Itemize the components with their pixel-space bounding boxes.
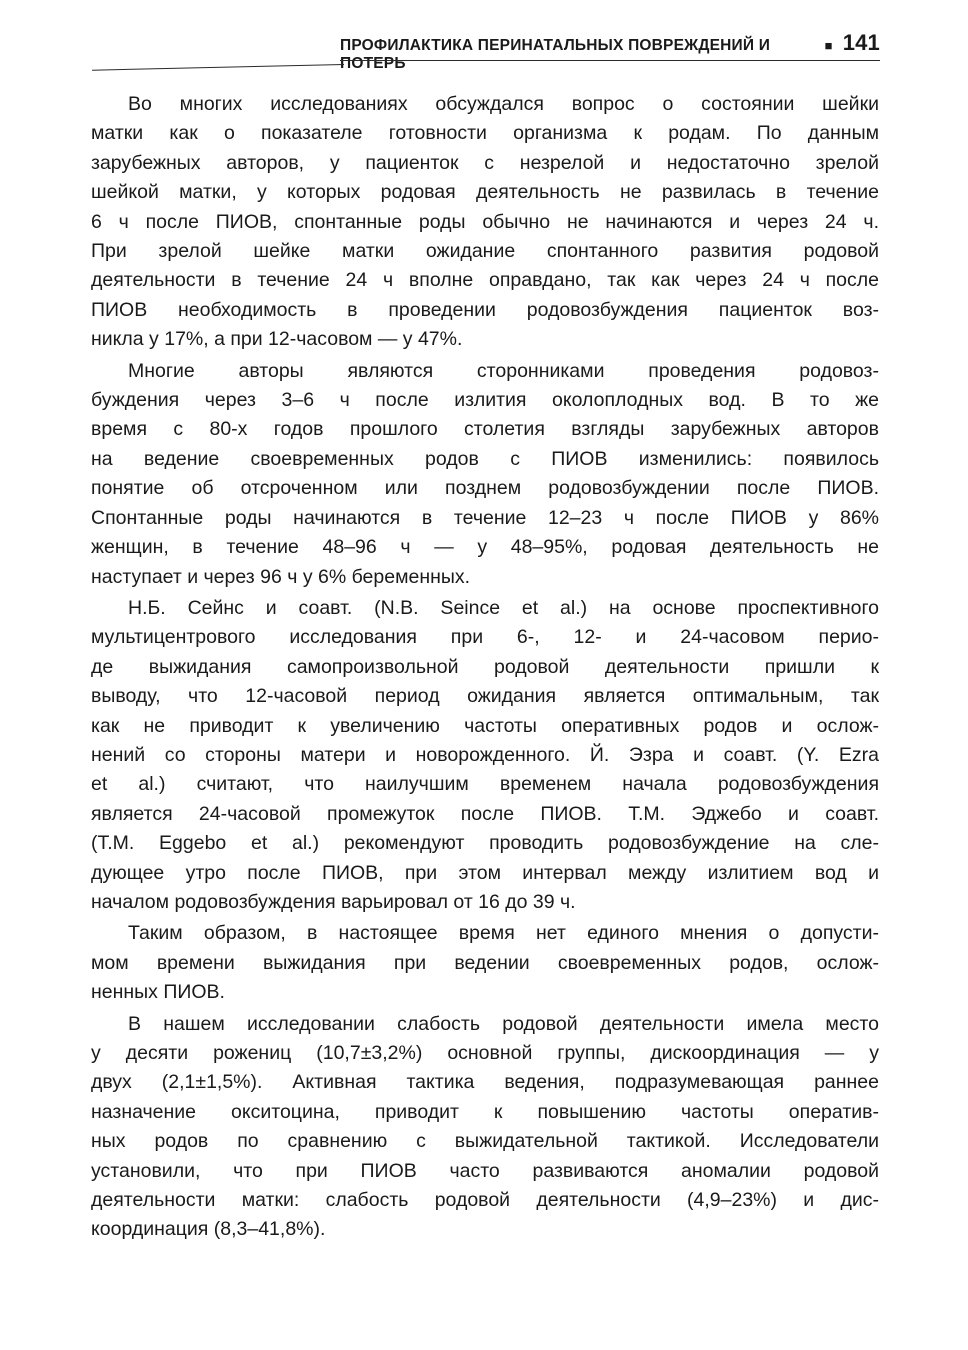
text-line: де выжидания самопроизвольной родовой деятельности пришли к (91, 655, 879, 678)
text-line: мом времени выжидания при ведении своевременных родов, ослож- (91, 951, 879, 974)
header-rule-left (92, 64, 344, 71)
text-line: мультицентрового исследования при 6-, 12- и 24-часовом перио- (91, 626, 879, 649)
text-line: назначение окситоцина, приводит к повышению частоты оператив- (91, 1100, 879, 1123)
text-line: В нашем исследовании слабость родовой деятельности имела место (128, 1012, 879, 1035)
text-line: (T.M. Eggebo et al.) рекомендуют проводить родовозбуждение на сле- (91, 832, 879, 855)
text-line: двух (2,1±1,5%). Активная тактика ведения, подразумевающая раннее (91, 1071, 879, 1094)
text-line: на ведение своевременных родов с ПИОВ изменились: появилось (91, 447, 879, 470)
text-line: буждения через 3–6 ч после излития околоплодных вод. В то же (91, 389, 879, 412)
text-line: является 24-часовой промежуток после ПИОВ. Т.М. Эджебо и соавт. (91, 802, 879, 825)
text-line: женщин, в течение 48–96 ч — у 48–95%, родовая деятельность не (91, 536, 879, 559)
text-line: понятие об отсроченном или позднем родовозбуждении после ПИОВ. (91, 477, 879, 500)
text-line: ненных ПИОВ. (91, 981, 225, 1004)
text-line: При зрелой шейке матки ожидание спонтанного развития родовой (91, 240, 879, 263)
text-line: матки как о показателе готовности организма к родам. По данным (91, 122, 879, 145)
text-line: время с 80-х годов прошлого столетия взгляды зарубежных авторов (91, 418, 879, 441)
text-line: Во многих исследованиях обсуждался вопрос о состоянии шейки (128, 93, 879, 115)
text-line: Н.Б. Сейнс и соавт. (N.B. Seince et al.) на основе проспективного (128, 596, 879, 619)
page-number: 141 (842, 30, 880, 55)
header-rule (340, 60, 880, 61)
paragraph (91, 357, 879, 592)
text-line: началом родовозбуждения варьировал от 16 до 39 ч. (91, 890, 576, 913)
text-line: шейкой матки, у которых родовая деятельность не развилась в течение (91, 181, 879, 204)
text-line: нений со стороны матери и новорожденного. Й. Эзра и соавт. (Y. Ezra (91, 743, 879, 766)
paragraph (91, 1010, 879, 1245)
text-line: никла у 17%, а при 12-часовом — у 47%. (91, 328, 463, 351)
text-line: деятельности в течение 24 ч вполне оправдано, так как через 24 ч после (91, 269, 879, 292)
text-line: наступает и через 96 ч у 6% беременных. (91, 565, 471, 588)
text-line: выводу, что 12-часовой период ожидания является оптимальным, так (91, 685, 879, 708)
text-line: деятельности матки: слабость родовой деятельности (4,9–23%) и дис- (91, 1189, 879, 1212)
text-line: Спонтанные роды начинаются в течение 12–23 ч после ПИОВ у 86% (91, 506, 879, 529)
text-line: 6 ч после ПИОВ, спонтанные роды обычно не начинаются и через 24 ч. (91, 210, 879, 233)
text-line: дующее утро после ПИОВ, при этом интервал между излитием вод и (91, 861, 879, 884)
text-line: ПИОВ необходимость в проведении родовозбуждения пациенток воз- (91, 298, 879, 321)
paragraph (91, 919, 879, 1007)
text-line: ных родов по сравнению с выжидательной тактикой. Исследователи (91, 1130, 879, 1153)
body-text (91, 90, 879, 1247)
running-title: ПРОФИЛАКТИКА ПЕРИНАТАЛЬНЫХ ПОВРЕЖДЕНИЙ И ПОТЕРЬ (340, 37, 771, 72)
header-bullet-icon: ■ (824, 38, 833, 53)
paragraph (91, 594, 879, 917)
text-line: как не приводит к увеличению частоты оперативных родов и ослож- (91, 714, 879, 737)
text-line: зарубежных авторов, у пациенток с незрелой и недостаточно зрелой (91, 151, 879, 174)
text-line: координация (8,3–41,8%). (91, 1218, 326, 1241)
paragraph (91, 90, 879, 355)
text-line: Таким образом, в настоящее время нет единого мнения о допусти- (128, 922, 879, 945)
text-line: Многие авторы являются сторонниками проведения родовоз- (128, 359, 879, 382)
text-line: et al.) считают, что наилучшим временем начала родовозбуждения (91, 773, 879, 796)
running-header (340, 30, 880, 73)
text-line: у десяти рожениц (10,7±3,2%) основной группы, дискоординация — у (91, 1042, 879, 1064)
text-line: установили, что при ПИОВ часто развиваются аномалии родовой (91, 1159, 879, 1182)
